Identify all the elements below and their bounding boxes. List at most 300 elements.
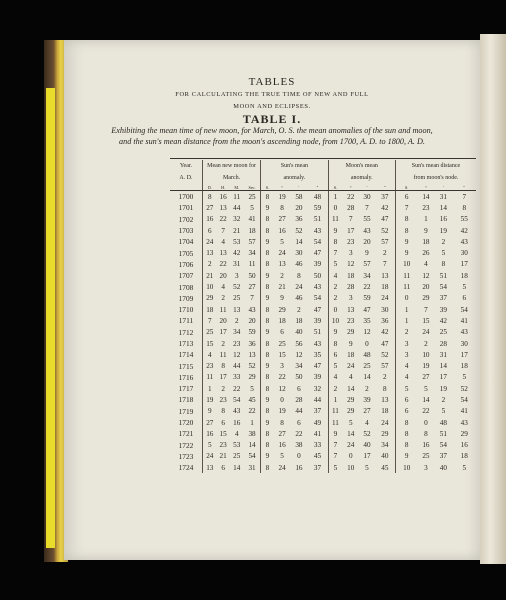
value-cell: 44 <box>307 394 328 405</box>
value-cell: 42 <box>439 316 447 325</box>
value-cell: 2 <box>221 294 225 303</box>
value-cell: 25 <box>363 362 371 371</box>
value-cell: 16 <box>278 441 286 450</box>
value-cell: 11 <box>403 271 411 280</box>
astronomical-table <box>170 160 476 473</box>
table-row <box>170 236 476 247</box>
table-row <box>170 281 476 292</box>
value-cell: 11 <box>219 350 227 359</box>
table-row <box>170 383 476 394</box>
value-cell: 30 <box>295 249 303 258</box>
value-cell: 0 <box>280 395 284 404</box>
value-cell: 3 <box>348 294 353 303</box>
value-cell: 33 <box>233 373 241 382</box>
value-cell: 30 <box>460 249 468 258</box>
value-cell: 18 <box>244 225 261 236</box>
table-row <box>170 417 476 428</box>
year-cell: 1718 <box>170 394 202 405</box>
value-cell: 43 <box>460 237 468 246</box>
value-cell: 25 <box>422 452 430 461</box>
value-cell: 2 <box>441 237 446 246</box>
value-cell: 24 <box>347 441 355 450</box>
value-cell: 3 <box>280 362 284 371</box>
value-cell: 13 <box>219 249 227 258</box>
value-cell: 55 <box>363 215 371 224</box>
value-cell: 15 <box>422 316 430 325</box>
value-cell: 54 <box>307 293 328 304</box>
value-cell: 20 <box>219 316 227 325</box>
value-cell: 12 <box>347 260 355 269</box>
header-moon-anomaly-line2: anomaly. <box>328 172 395 184</box>
value-cell: 42 <box>233 249 241 258</box>
unit-label: ° <box>342 184 359 191</box>
table-row <box>170 327 476 338</box>
year-cell: 1714 <box>170 349 202 360</box>
value-cell: 16 <box>422 441 430 450</box>
value-cell: 8 <box>265 215 270 224</box>
table-row <box>170 428 476 439</box>
value-cell: 28 <box>347 203 355 212</box>
value-cell: 53 <box>233 441 241 450</box>
value-cell: 12 <box>295 350 303 359</box>
unit-label: D. <box>202 184 216 191</box>
year-cell: 1716 <box>170 372 202 383</box>
value-cell: 25 <box>278 339 286 348</box>
value-cell: 44 <box>295 407 303 416</box>
value-cell: 42 <box>460 226 468 235</box>
value-cell: 19 <box>206 395 214 404</box>
value-cell: 9 <box>348 339 353 348</box>
value-cell: 2 <box>333 294 338 303</box>
value-cell: 27 <box>206 203 214 212</box>
value-cell: 9 <box>333 328 338 337</box>
value-cell: 57 <box>363 260 371 269</box>
value-cell: 32 <box>307 383 328 394</box>
table-row <box>170 451 476 462</box>
value-cell: 18 <box>347 271 355 280</box>
table-row <box>170 372 476 383</box>
value-cell: 5 <box>333 463 338 472</box>
table-row <box>170 360 476 371</box>
value-cell: 7 <box>244 293 261 304</box>
unit-label: " <box>375 184 396 191</box>
value-cell: 6 <box>333 350 338 359</box>
value-cell: 3 <box>348 249 353 258</box>
value-cell: 14 <box>422 395 430 404</box>
value-cell: 8 <box>265 463 270 472</box>
value-cell: 51 <box>307 327 328 338</box>
value-cell: 4 <box>333 373 338 382</box>
value-cell: 41 <box>460 316 468 325</box>
value-cell: 29 <box>375 428 396 439</box>
value-cell: 5 <box>404 384 409 393</box>
table-heading: TABLE I. <box>242 112 302 126</box>
value-cell: 51 <box>307 214 328 225</box>
value-cell: 18 <box>422 237 430 246</box>
value-cell: 4 <box>221 237 225 246</box>
value-cell: 7 <box>462 192 467 201</box>
value-cell: 22 <box>422 407 430 416</box>
value-cell: 7 <box>404 203 409 212</box>
value-cell: 9 <box>265 395 270 404</box>
value-cell: 8 <box>265 260 270 269</box>
value-cell: 54 <box>439 441 447 450</box>
value-cell: 27 <box>206 418 214 427</box>
table-row <box>170 270 476 281</box>
value-cell: 35 <box>307 349 328 360</box>
value-cell: 7 <box>365 203 369 212</box>
year-cell: 1724 <box>170 462 202 473</box>
value-cell: 9 <box>265 237 270 246</box>
value-cell: 40 <box>375 451 396 462</box>
value-cell: 18 <box>375 406 396 417</box>
value-cell: 37 <box>439 294 447 303</box>
value-cell: 5 <box>462 463 467 472</box>
value-cell: 20 <box>422 283 430 292</box>
value-cell: 43 <box>307 225 328 236</box>
value-cell: 14 <box>347 429 355 438</box>
value-cell: 2 <box>221 339 225 348</box>
value-cell: 38 <box>244 428 261 439</box>
year-cell: 1702 <box>170 214 202 225</box>
value-cell: 5 <box>244 383 261 394</box>
value-cell: 16 <box>460 441 468 450</box>
value-cell: 9 <box>333 226 338 235</box>
value-cell: 1 <box>333 395 338 404</box>
value-cell: 6 <box>280 328 284 337</box>
value-cell: 0 <box>333 305 338 314</box>
value-cell: 18 <box>375 281 396 292</box>
value-cell: 16 <box>206 215 214 224</box>
value-cell: 57 <box>244 236 261 247</box>
value-cell: 7 <box>333 452 338 461</box>
value-cell: 55 <box>460 215 468 224</box>
value-cell: 8 <box>265 339 270 348</box>
value-cell: 1 <box>244 417 261 428</box>
value-cell: 4 <box>333 271 338 280</box>
value-cell: 2 <box>404 328 409 337</box>
value-cell: 14 <box>363 373 371 382</box>
value-cell: 22 <box>363 283 371 292</box>
value-cell: 13 <box>375 394 396 405</box>
value-cell: 47 <box>307 304 328 315</box>
value-cell: 19 <box>422 362 430 371</box>
value-cell: 8 <box>404 215 409 224</box>
value-cell: 7 <box>221 226 225 235</box>
value-cell: 1 <box>424 215 428 224</box>
value-cell: 6 <box>207 226 212 235</box>
value-cell: 22 <box>347 192 355 201</box>
value-cell: 1 <box>404 305 409 314</box>
value-cell: 6 <box>404 395 409 404</box>
value-cell: 14 <box>439 362 447 371</box>
value-cell: 29 <box>244 372 261 383</box>
value-cell: 4 <box>348 373 353 382</box>
value-cell: 8 <box>404 418 409 427</box>
value-cell: 12 <box>278 384 286 393</box>
value-cell: 23 <box>206 362 214 371</box>
table-row <box>170 259 476 270</box>
table-row <box>170 247 476 258</box>
header-year-line1: Year. <box>170 160 202 172</box>
value-cell: 52 <box>363 429 371 438</box>
value-cell: 8 <box>221 362 225 371</box>
value-cell: 7 <box>375 259 396 270</box>
value-cell: 37 <box>307 406 328 417</box>
year-cell: 1705 <box>170 247 202 258</box>
value-cell: 51 <box>439 429 447 438</box>
value-cell: 46 <box>295 260 303 269</box>
value-cell: 22 <box>233 384 241 393</box>
value-cell: 52 <box>233 283 241 292</box>
value-cell: 24 <box>375 293 396 304</box>
year-cell: 1723 <box>170 451 202 462</box>
value-cell: 9 <box>280 294 284 303</box>
header-sun-anomaly-line2: anomaly. <box>261 172 328 184</box>
value-cell: 44 <box>233 362 241 371</box>
value-cell: 35 <box>363 316 371 325</box>
value-cell: 52 <box>375 225 396 236</box>
value-cell: 15 <box>206 339 214 348</box>
value-cell: 33 <box>307 440 328 451</box>
value-cell: 13 <box>233 305 241 314</box>
value-cell: 9 <box>265 328 270 337</box>
value-cell: 22 <box>295 429 303 438</box>
table-row <box>170 349 476 360</box>
value-cell: 43 <box>244 304 261 315</box>
value-cell: 4 <box>234 429 239 438</box>
value-cell: 13 <box>244 349 261 360</box>
value-cell: 4 <box>207 350 212 359</box>
unit-label: H. <box>217 184 230 191</box>
value-cell: 29 <box>460 429 468 438</box>
table-row <box>170 338 476 349</box>
value-cell: 59 <box>307 202 328 213</box>
value-cell: 9 <box>265 271 270 280</box>
value-cell: 47 <box>375 338 396 349</box>
value-cell: 18 <box>347 350 355 359</box>
value-cell: 42 <box>375 202 396 213</box>
value-cell: 34 <box>244 247 261 258</box>
value-cell: 40 <box>439 463 447 472</box>
value-cell: 21 <box>219 452 227 461</box>
value-cell: 11 <box>403 283 411 292</box>
value-cell: 4 <box>365 418 369 427</box>
value-cell: 8 <box>333 339 338 348</box>
value-cell: 21 <box>278 283 286 292</box>
page-subtitle-line2: MOON AND ECLIPSES. <box>233 103 311 110</box>
value-cell: 43 <box>307 338 328 349</box>
table-row <box>170 440 476 451</box>
value-cell: 39 <box>363 395 371 404</box>
value-cell: 27 <box>363 407 371 416</box>
value-cell: 8 <box>424 429 428 438</box>
value-cell: 54 <box>460 395 468 404</box>
header-new-moon-line2: March. <box>202 172 260 184</box>
value-cell: 28 <box>295 395 303 404</box>
value-cell: 32 <box>233 215 241 224</box>
value-cell: 18 <box>295 316 303 325</box>
value-cell: 9 <box>333 429 338 438</box>
unit-label: ° <box>417 184 434 191</box>
value-cell: 13 <box>347 305 355 314</box>
year-cell: 1721 <box>170 428 202 439</box>
value-cell: 17 <box>363 452 371 461</box>
value-cell: 5 <box>207 441 212 450</box>
value-cell: 9 <box>424 226 428 235</box>
value-cell: 0 <box>297 452 301 461</box>
value-cell: 43 <box>460 418 468 427</box>
value-cell: 24 <box>206 237 214 246</box>
value-cell: 14 <box>295 237 303 246</box>
value-cell: 8 <box>265 407 270 416</box>
value-cell: 45 <box>307 451 328 462</box>
value-cell: 13 <box>206 249 214 258</box>
value-cell: 16 <box>219 192 227 201</box>
value-cell: 8 <box>462 203 467 212</box>
unit-label: ' <box>291 184 308 191</box>
value-cell: 9 <box>265 203 270 212</box>
value-cell: 5 <box>462 283 467 292</box>
value-cell: 16 <box>439 215 447 224</box>
value-cell: 52 <box>295 226 303 235</box>
value-cell: 9 <box>265 452 270 461</box>
value-cell: 19 <box>278 407 286 416</box>
value-cell: 2 <box>375 372 396 383</box>
value-cell: 5 <box>333 362 338 371</box>
value-cell: 10 <box>422 350 430 359</box>
value-cell: 25 <box>206 328 214 337</box>
value-cell: 5 <box>244 202 261 213</box>
value-cell: 29 <box>347 395 355 404</box>
value-cell: 7 <box>333 441 338 450</box>
value-cell: 9 <box>265 418 270 427</box>
value-cell: 8 <box>265 384 270 393</box>
value-cell: 47 <box>363 305 371 314</box>
value-cell: 18 <box>460 452 468 461</box>
value-cell: 4 <box>404 373 409 382</box>
value-cell: 15 <box>219 429 227 438</box>
value-cell: 16 <box>295 463 303 472</box>
value-cell: 5 <box>280 237 284 246</box>
value-cell: 27 <box>278 429 286 438</box>
value-cell: 7 <box>207 316 212 325</box>
header-new-moon-line1: Mean new moon for <box>202 160 260 172</box>
value-cell: 50 <box>244 270 261 281</box>
value-cell: 6 <box>404 407 409 416</box>
year-cell: 1700 <box>170 191 202 203</box>
value-cell: 11 <box>331 215 339 224</box>
header-node-distance-line1: Sun's mean distance <box>411 163 461 169</box>
year-cell: 1708 <box>170 281 202 292</box>
value-cell: 14 <box>439 203 447 212</box>
value-cell: 37 <box>307 462 328 473</box>
value-cell: 44 <box>233 203 241 212</box>
value-cell: 24 <box>278 249 286 258</box>
value-cell: 51 <box>439 271 447 280</box>
value-cell: 6 <box>221 463 225 472</box>
value-cell: 25 <box>233 294 241 303</box>
value-cell: 14 <box>347 384 355 393</box>
value-cell: 2 <box>221 384 225 393</box>
yellow-page-edge <box>46 88 55 548</box>
header-node-distance-line2: from moon's node. <box>413 175 459 181</box>
value-cell: 52 <box>460 384 468 393</box>
value-cell: 5 <box>348 418 353 427</box>
value-cell: 6 <box>404 192 409 201</box>
value-cell: 10 <box>403 260 411 269</box>
value-cell: 24 <box>347 362 355 371</box>
value-cell: 48 <box>363 350 371 359</box>
value-cell: 48 <box>439 418 447 427</box>
value-cell: 5 <box>365 463 369 472</box>
value-cell: 9 <box>365 249 369 258</box>
value-cell: 29 <box>422 294 430 303</box>
year-cell: 1707 <box>170 270 202 281</box>
value-cell: 3 <box>234 271 239 280</box>
value-cell: 20 <box>295 203 303 212</box>
value-cell: 8 <box>265 373 270 382</box>
table-row <box>170 394 476 405</box>
value-cell: 39 <box>307 372 328 383</box>
value-cell: 8 <box>265 226 270 235</box>
unit-label: S. <box>261 184 274 191</box>
table-row <box>170 462 476 473</box>
value-cell: 37 <box>375 191 396 203</box>
value-cell: 17 <box>439 373 447 382</box>
value-cell: 8 <box>265 350 270 359</box>
value-cell: 2 <box>333 283 338 292</box>
value-cell: 2 <box>234 316 239 325</box>
value-cell: 54 <box>439 283 447 292</box>
book-right-edge <box>480 34 506 564</box>
value-cell: 8 <box>265 192 270 201</box>
value-cell: 27 <box>244 281 261 292</box>
value-cell: 20 <box>363 237 371 246</box>
value-cell: 10 <box>331 316 340 325</box>
value-cell: 54 <box>244 451 261 462</box>
value-cell: 0 <box>365 339 369 348</box>
year-cell: 1709 <box>170 293 202 304</box>
value-cell: 4 <box>221 283 225 292</box>
value-cell: 42 <box>375 327 396 338</box>
table-top-rule <box>170 158 476 159</box>
table-row <box>170 406 476 417</box>
value-cell: 0 <box>404 294 409 303</box>
value-cell: 3 <box>404 339 409 348</box>
value-cell: 2 <box>365 384 369 393</box>
value-cell: 14 <box>233 463 241 472</box>
value-cell: 11 <box>331 418 339 427</box>
value-cell: 34 <box>295 362 303 371</box>
value-cell: 54 <box>460 305 468 314</box>
value-cell: 24 <box>422 328 430 337</box>
value-cell: 17 <box>460 260 468 269</box>
value-cell: 9 <box>265 362 270 371</box>
value-cell: 23 <box>219 441 227 450</box>
value-cell: 39 <box>307 315 328 326</box>
value-cell: 40 <box>295 328 303 337</box>
value-cell: 46 <box>295 294 303 303</box>
value-cell: 19 <box>278 192 286 201</box>
value-cell: 6 <box>462 294 467 303</box>
value-cell: 39 <box>307 259 328 270</box>
value-cell: 19 <box>439 226 447 235</box>
value-cell: 24 <box>278 463 286 472</box>
table-row <box>170 225 476 236</box>
year-cell: 1710 <box>170 304 202 315</box>
unit-label: " <box>307 184 328 191</box>
